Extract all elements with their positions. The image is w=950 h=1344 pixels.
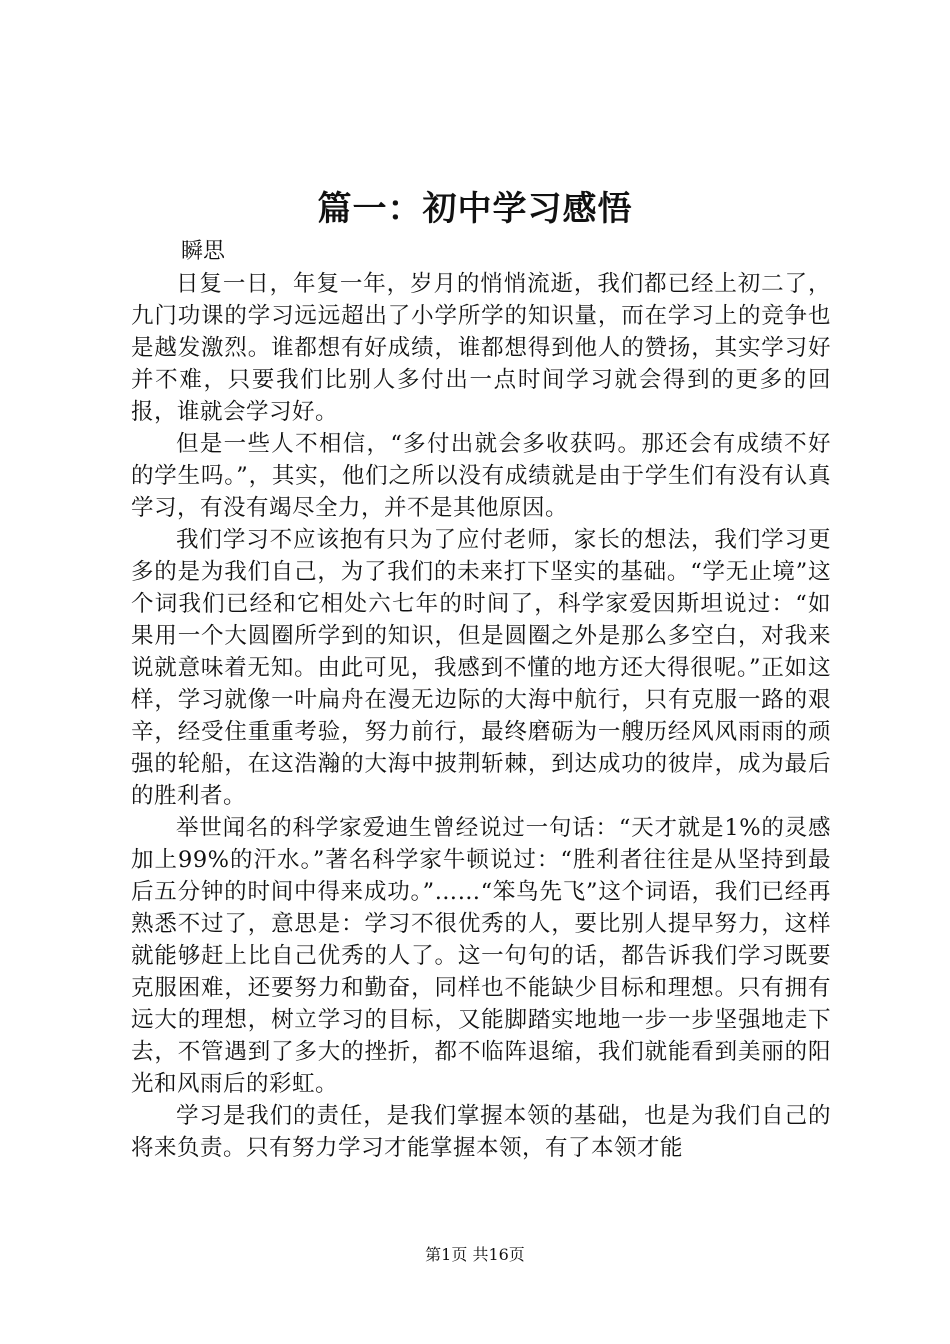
document-title: 篇一：初中学习感悟 (317, 189, 633, 229)
page-number-footer: 第1页 共16页 (425, 1245, 525, 1264)
author-name: 瞬思 (181, 239, 226, 264)
paragraph-2: 但是一些人不相信，“多付出就会多收获吗。那还会有成绩不好的学生吗。”，其实，他们之所以没有成绩就是由于学生们有没有认真学习，有没有竭尽全力，并不是其他原因。 (131, 431, 831, 521)
paragraph-3: 我们学习不应该抱有只为了应付老师，家长的想法，我们学习更多的是为我们自己，为了我们的未来打下坚实的基础。“学无止境”这个词我们已经和它相处六七年的时间了，科学家爱因斯坦说过：“如果用一个大圆圈所学到的知识，但是圆圈之外是那么多空白，对我来说就意味着无知。由此可见，我感到不懂的地方还大得很呢。”正如这样，学习就像一叶扁舟在漫无边际的大海中航行，只有克服一路的艰辛，经受住重重考验，努力前行，最终磨砺为一艘历经风风雨雨的顽强的轮船，在这浩瀚的大海中披荆斩棘，到达成功的彼岸，成为最后的胜利者。 (131, 527, 831, 809)
paragraph-5: 学习是我们的责任，是我们掌握本领的基础，也是为我们自己的将来负责。只有努力学习才能掌握本领，有了本领才能 (131, 1103, 831, 1161)
document-body (131, 268, 831, 1164)
paragraph-4: 举世闻名的科学家爱迪生曾经说过一句话：“天才就是1%的灵感加上99%的汗水。”著名科学家牛顿说过：“胜利者往往是从坚持到最后五分钟的时间中得来成功。”……“笨鸟先飞”这个词语，我们已经再熟悉不过了，意思是：学习不很优秀的人，要比别人提早努力，这样就能够赶上比自己优秀的人了。这一句句的话，都告诉我们学习既要克服困难，还要努力和勤奋，同样也不能缺少目标和理想。只有拥有远大的理想，树立学习的目标，又能脚踏实地地一步一步坚强地走下去，不管遇到了多大的挫折，都不临阵退缩，我们就能看到美丽的阳光和风雨后的彩虹。 (131, 815, 831, 1097)
paragraph-1: 日复一日，年复一年，岁月的悄悄流逝，我们都已经上初二了，九门功课的学习远远超出了小学所学的知识量，而在学习上的竞争也是越发激烈。谁都想有好成绩，谁都想得到他人的赞扬，其实学习好并不难，只要我们比别人多付出一点时间学习就会得到的更多的回报，谁就会学习好。 (131, 271, 831, 425)
